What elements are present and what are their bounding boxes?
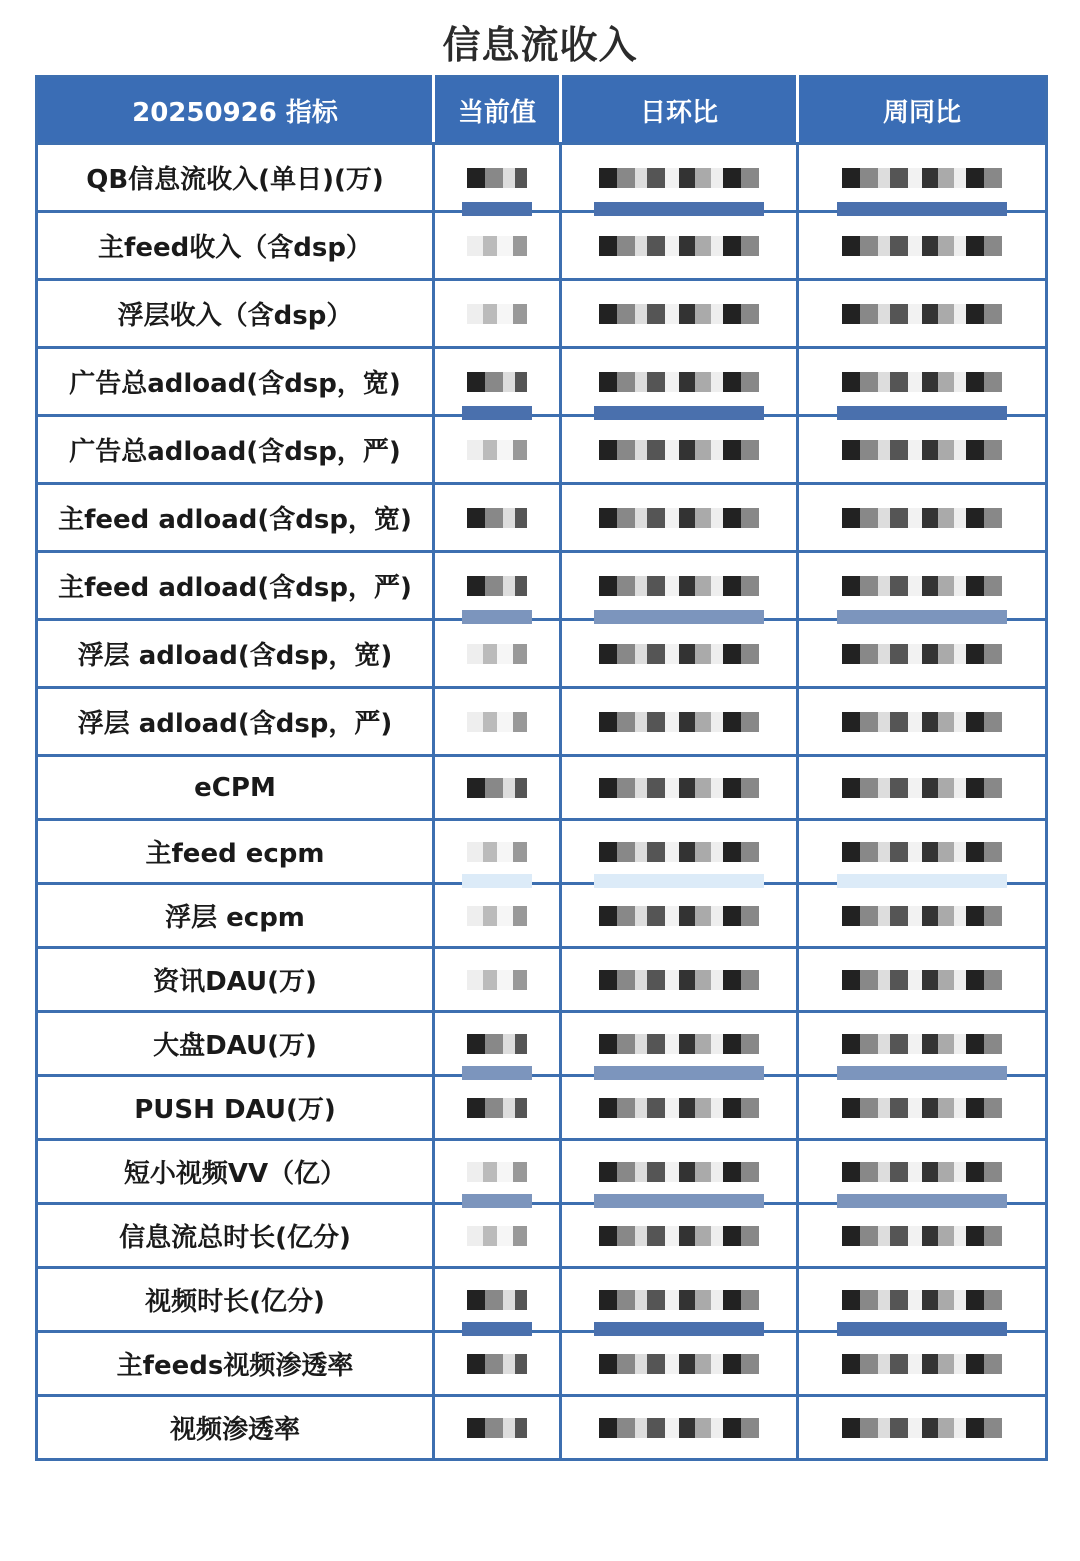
metric-label	[37, 416, 434, 484]
blurred-value	[599, 576, 759, 596]
blurred-value	[842, 1162, 1002, 1182]
table-row	[37, 820, 1047, 884]
value-cell-wow	[798, 1268, 1047, 1332]
metric-text: 浮层收入（含dsp）	[117, 301, 353, 331]
table-row	[37, 756, 1047, 820]
blurred-value	[467, 1290, 527, 1310]
value-cell-wow	[798, 552, 1047, 620]
blurred-value	[842, 440, 1002, 460]
blurred-value	[842, 304, 1002, 324]
metric-text: 大盘DAU(万)	[153, 1031, 317, 1061]
value-cell-dod	[561, 144, 798, 212]
metric-text: 信息流总时长(亿分)	[119, 1223, 351, 1253]
blurred-value	[467, 712, 527, 732]
metric-label	[37, 1268, 434, 1332]
blurred-value	[599, 712, 759, 732]
value-cell-wow	[798, 1332, 1047, 1396]
blurred-value	[842, 1226, 1002, 1246]
value-cell-current	[434, 1204, 561, 1268]
value-cell-current	[434, 688, 561, 756]
metric-text: 浮层 adload(含dsp，宽)	[77, 641, 393, 671]
blurred-value	[842, 712, 1002, 732]
metric-label	[37, 948, 434, 1012]
blurred-value	[467, 1226, 527, 1246]
value-cell-current	[434, 620, 561, 688]
blurred-value	[599, 1226, 759, 1246]
metric-label	[37, 1076, 434, 1140]
value-cell-dod	[561, 416, 798, 484]
value-cell-wow	[798, 1076, 1047, 1140]
value-cell-dod	[561, 1140, 798, 1204]
metric-label	[37, 1012, 434, 1076]
blurred-value	[599, 842, 759, 862]
value-cell-dod	[561, 1204, 798, 1268]
value-cell-wow	[798, 884, 1047, 948]
blurred-value	[842, 1418, 1002, 1438]
value-cell-dod	[561, 280, 798, 348]
metric-label	[37, 884, 434, 948]
blurred-value	[467, 644, 527, 664]
table-row	[37, 1268, 1047, 1332]
value-cell-wow	[798, 212, 1047, 280]
metric-text: 主feeds视频渗透率	[116, 1351, 354, 1381]
value-cell-wow	[798, 688, 1047, 756]
value-cell-current	[434, 1396, 561, 1460]
metric-label	[37, 688, 434, 756]
blurred-value	[467, 576, 527, 596]
blurred-value	[467, 440, 527, 460]
metrics-table	[35, 75, 1048, 1461]
value-cell-current	[434, 884, 561, 948]
value-cell-dod	[561, 348, 798, 416]
value-cell-dod	[561, 948, 798, 1012]
blurred-value	[842, 168, 1002, 188]
blurred-value	[842, 1034, 1002, 1054]
value-cell-current	[434, 756, 561, 820]
value-cell-current	[434, 1268, 561, 1332]
value-cell-dod	[561, 1268, 798, 1332]
value-cell-current	[434, 1332, 561, 1396]
header-current: 当前值	[434, 77, 561, 144]
blurred-value	[467, 168, 527, 188]
blurred-value	[467, 1354, 527, 1374]
blurred-value	[467, 236, 527, 256]
blurred-value	[842, 1098, 1002, 1118]
value-cell-current	[434, 820, 561, 884]
table-row	[37, 348, 1047, 416]
blurred-value	[467, 1162, 527, 1182]
value-cell-current	[434, 1076, 561, 1140]
metric-label	[37, 820, 434, 884]
blurred-value	[842, 576, 1002, 596]
value-cell-wow	[798, 1140, 1047, 1204]
value-cell-dod	[561, 212, 798, 280]
metric-label	[37, 1204, 434, 1268]
header-metric: 20250926 指标	[37, 77, 434, 144]
value-cell-current	[434, 484, 561, 552]
metric-text: eCPM	[194, 772, 276, 803]
metric-text: 资讯DAU(万)	[153, 967, 317, 997]
value-cell-dod	[561, 1396, 798, 1460]
table-row	[37, 416, 1047, 484]
blurred-value	[467, 906, 527, 926]
value-cell-dod	[561, 552, 798, 620]
blurred-value	[467, 304, 527, 324]
value-cell-wow	[798, 484, 1047, 552]
table-row	[37, 552, 1047, 620]
metric-label	[37, 144, 434, 212]
value-cell-dod	[561, 1332, 798, 1396]
metric-label	[37, 212, 434, 280]
blurred-value	[842, 508, 1002, 528]
value-cell-dod	[561, 620, 798, 688]
value-cell-wow	[798, 820, 1047, 884]
metric-label	[37, 1396, 434, 1460]
blurred-value	[599, 236, 759, 256]
value-cell-dod	[561, 1012, 798, 1076]
metric-text: 主feed ecpm	[145, 839, 325, 869]
blurred-value	[599, 372, 759, 392]
value-cell-current	[434, 1012, 561, 1076]
blurred-value	[842, 236, 1002, 256]
value-cell-dod	[561, 1076, 798, 1140]
value-cell-wow	[798, 1204, 1047, 1268]
table-header-row	[37, 77, 1047, 144]
metric-label	[37, 620, 434, 688]
value-cell-current	[434, 348, 561, 416]
metric-text: 主feed收入（含dsp）	[98, 233, 372, 263]
table-row	[37, 1012, 1047, 1076]
value-cell-wow	[798, 948, 1047, 1012]
blurred-value	[599, 1034, 759, 1054]
metric-label	[37, 552, 434, 620]
blurred-value	[599, 304, 759, 324]
value-cell-current	[434, 948, 561, 1012]
blurred-value	[599, 168, 759, 188]
page-title: 信息流收入	[442, 23, 638, 67]
value-cell-wow	[798, 280, 1047, 348]
blurred-value	[467, 842, 527, 862]
blurred-value	[467, 1098, 527, 1118]
blurred-value	[467, 372, 527, 392]
metric-text: 视频时长(亿分)	[145, 1287, 325, 1317]
blurred-value	[599, 1290, 759, 1310]
metric-label	[37, 348, 434, 416]
table-row	[37, 688, 1047, 756]
blurred-value	[467, 508, 527, 528]
value-cell-dod	[561, 820, 798, 884]
value-cell-dod	[561, 484, 798, 552]
table-row	[37, 884, 1047, 948]
metric-text: 短小视频VV（亿）	[123, 1159, 347, 1189]
metric-text: 主feed adload(含dsp，严)	[58, 573, 412, 603]
table-row	[37, 1140, 1047, 1204]
metric-label	[37, 484, 434, 552]
value-cell-current	[434, 416, 561, 484]
blurred-value	[842, 778, 1002, 798]
metric-text: 视频渗透率	[169, 1415, 300, 1445]
table-row	[37, 1076, 1047, 1140]
value-cell-wow	[798, 620, 1047, 688]
value-cell-dod	[561, 756, 798, 820]
value-cell-wow	[798, 348, 1047, 416]
value-cell-current	[434, 1140, 561, 1204]
value-cell-wow	[798, 1396, 1047, 1460]
blurred-value	[599, 1418, 759, 1438]
header-dod: 日环比	[561, 77, 798, 144]
value-cell-wow	[798, 756, 1047, 820]
value-cell-current	[434, 144, 561, 212]
metric-text: 浮层 ecpm	[165, 903, 305, 933]
table-row	[37, 484, 1047, 552]
value-cell-wow	[798, 1012, 1047, 1076]
table-row	[37, 1332, 1047, 1396]
value-cell-current	[434, 280, 561, 348]
blurred-value	[842, 906, 1002, 926]
value-cell-wow	[798, 416, 1047, 484]
value-cell-wow	[798, 144, 1047, 212]
table-row	[37, 212, 1047, 280]
blurred-value	[467, 1034, 527, 1054]
blurred-value	[599, 440, 759, 460]
metric-text: PUSH DAU(万)	[134, 1095, 336, 1125]
metric-text: 主feed adload(含dsp，宽)	[58, 505, 412, 535]
table-row	[37, 1396, 1047, 1460]
value-cell-current	[434, 212, 561, 280]
metric-text: 广告总adload(含dsp，严)	[69, 437, 401, 467]
metric-label	[37, 1140, 434, 1204]
blurred-value	[842, 970, 1002, 990]
blurred-value	[599, 644, 759, 664]
metric-text: QB信息流收入(单日)(万)	[86, 165, 384, 195]
metric-label	[37, 1332, 434, 1396]
blurred-value	[599, 906, 759, 926]
blurred-value	[467, 1418, 527, 1438]
blurred-value	[842, 372, 1002, 392]
metric-text: 广告总adload(含dsp，宽)	[69, 369, 401, 399]
header-wow: 周同比	[798, 77, 1047, 144]
table-row	[37, 948, 1047, 1012]
blurred-value	[842, 644, 1002, 664]
blurred-value	[842, 842, 1002, 862]
blurred-value	[599, 970, 759, 990]
blurred-value	[842, 1290, 1002, 1310]
table-row	[37, 280, 1047, 348]
value-cell-current	[434, 552, 561, 620]
blurred-value	[599, 1098, 759, 1118]
blurred-value	[599, 508, 759, 528]
blurred-value	[467, 970, 527, 990]
table-row	[37, 1204, 1047, 1268]
metric-label	[37, 280, 434, 348]
metric-text: 浮层 adload(含dsp，严)	[77, 709, 393, 739]
blurred-value	[599, 1354, 759, 1374]
blurred-value	[467, 778, 527, 798]
table-row	[37, 144, 1047, 212]
table-row	[37, 620, 1047, 688]
value-cell-dod	[561, 688, 798, 756]
blurred-value	[599, 778, 759, 798]
value-cell-dod	[561, 884, 798, 948]
metric-label	[37, 756, 434, 820]
blurred-value	[842, 1354, 1002, 1374]
blurred-value	[599, 1162, 759, 1182]
